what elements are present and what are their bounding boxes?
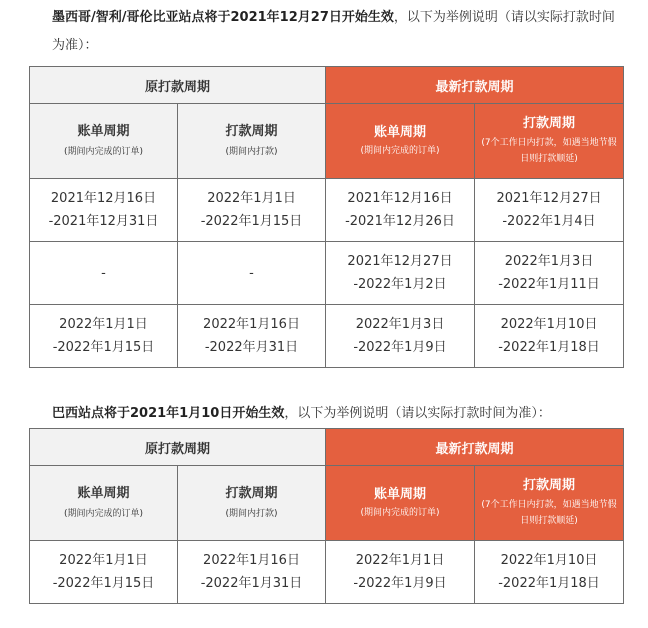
cell-line: 2022年1月10日: [500, 553, 598, 568]
new-billing-note: (期间内完成的订单): [360, 508, 440, 518]
old-billing-note: (期间内完成的订单): [63, 509, 144, 519]
new-billing-cycle-header: [326, 466, 475, 541]
new-payout-note: (7个工作日内打款，如遇当地节假日则打款顺延): [481, 500, 617, 526]
cell-line: 2022年1月1日: [355, 553, 445, 568]
cell-line: -2022年1月15日: [52, 576, 155, 591]
new-payout-cycle-header: [475, 466, 624, 541]
table-row: [30, 541, 624, 604]
table-cell: [326, 179, 475, 242]
table-cell: [326, 541, 475, 604]
old-cycle-header: 原打款周期: [30, 429, 326, 466]
old-billing-note: (期间内完成的订单): [63, 147, 144, 157]
cell-line: -2022年月31日: [204, 340, 299, 355]
new-billing-title: 账单周期: [374, 487, 427, 502]
cell-line: 2021年12月16日: [50, 191, 157, 206]
old-payout-cycle-header: [178, 104, 326, 179]
new-billing-title: 账单周期: [374, 125, 427, 140]
cell-line: 2022年1月3日: [355, 317, 445, 332]
new-payout-cycle-header: [475, 104, 624, 179]
table-cell: [178, 242, 326, 305]
cell-line: 2022年1月16日: [203, 553, 300, 568]
table-cell: [475, 305, 624, 368]
old-billing-title: 账单周期: [77, 486, 130, 501]
cell-line: 2022年1月1日: [59, 553, 148, 568]
table-cell: [30, 242, 178, 305]
cell-line: -2022年1月15日: [52, 340, 155, 355]
new-cycle-header: 最新打款周期: [326, 429, 624, 466]
table-cell: [178, 179, 326, 242]
section2-intro: [52, 400, 622, 428]
table-cell: [326, 305, 475, 368]
cell-line: 2022年1月3日: [504, 254, 594, 269]
section1-intro: [52, 4, 622, 60]
table-header-row: [30, 67, 624, 104]
cell-line: -2022年1月9日: [353, 340, 447, 355]
old-payout-title: 打款周期: [225, 124, 278, 139]
new-payout-title: 打款周期: [523, 116, 576, 131]
old-payout-note: (期间内打款): [225, 147, 278, 157]
cell-line: -2022年1月2日: [353, 277, 447, 292]
cell-line: -2022年1月4日: [502, 214, 596, 229]
section1-intro-rest: ，以下为举例说明（请以实际打款时间为准）：: [52, 10, 615, 53]
section1-intro-bold: 墨西哥/智利/哥伦比亚站点将于2021年12月27日开始生效: [52, 10, 394, 25]
section2-intro-rest: ，以下为举例说明（请以实际打款时间为准）：: [284, 406, 551, 421]
table-header-row: [30, 429, 624, 466]
table-cell: [178, 305, 326, 368]
cell-line: 2022年1月10日: [500, 317, 598, 332]
old-payout-note: (期间内打款): [225, 509, 278, 519]
table-cell: [30, 179, 178, 242]
section2-payout-table: [29, 428, 624, 604]
cell-line: 2022年1月1日: [59, 317, 148, 332]
table-cell: [475, 541, 624, 604]
section1-payout-table: [29, 66, 624, 368]
cell-line: -2022年1月11日: [498, 277, 600, 292]
old-billing-title: 账单周期: [77, 124, 130, 139]
new-payout-title: 打款周期: [523, 478, 576, 493]
cell-line: -2022年1月31日: [200, 576, 303, 591]
old-billing-cycle-header: [30, 466, 178, 541]
new-billing-cycle-header: [326, 104, 475, 179]
cell-line: -2021年12月31日: [48, 214, 159, 229]
cell-line: 2021年12月16日: [347, 191, 453, 206]
cell-line: -: [249, 265, 254, 281]
cell-line: -2021年12月26日: [345, 214, 455, 229]
table-cell: [30, 305, 178, 368]
old-payout-title: 打款周期: [225, 486, 278, 501]
cell-line: -2022年1月9日: [353, 576, 447, 591]
table-row: [30, 242, 624, 305]
section2-intro-bold: 巴西站点将于2021年1月10日开始生效: [52, 406, 285, 421]
cell-line: -: [101, 265, 106, 281]
table-cell: [475, 179, 624, 242]
old-payout-cycle-header: [178, 466, 326, 541]
table-cell: [30, 541, 178, 604]
cell-line: -2022年1月15日: [200, 214, 303, 229]
table-cell: [475, 242, 624, 305]
table-row: [30, 179, 624, 242]
cell-line: -2022年1月18日: [498, 340, 600, 355]
table-row: [30, 305, 624, 368]
table-subheader-row: [30, 466, 624, 541]
cell-line: 2022年1月1日: [207, 191, 296, 206]
old-cycle-header: 原打款周期: [30, 67, 326, 104]
cell-line: 2021年12月27日: [347, 254, 453, 269]
cell-line: 2021年12月27日: [496, 191, 602, 206]
table-cell: [178, 541, 326, 604]
new-billing-note: (期间内完成的订单): [360, 146, 440, 156]
cell-line: 2022年1月16日: [203, 317, 300, 332]
cell-line: -2022年1月18日: [498, 576, 600, 591]
table-cell: [326, 242, 475, 305]
new-cycle-header: 最新打款周期: [326, 67, 624, 104]
table-subheader-row: [30, 104, 624, 179]
old-billing-cycle-header: [30, 104, 178, 179]
new-payout-note: (7个工作日内打款，如遇当地节假日则打款顺延): [481, 138, 617, 164]
